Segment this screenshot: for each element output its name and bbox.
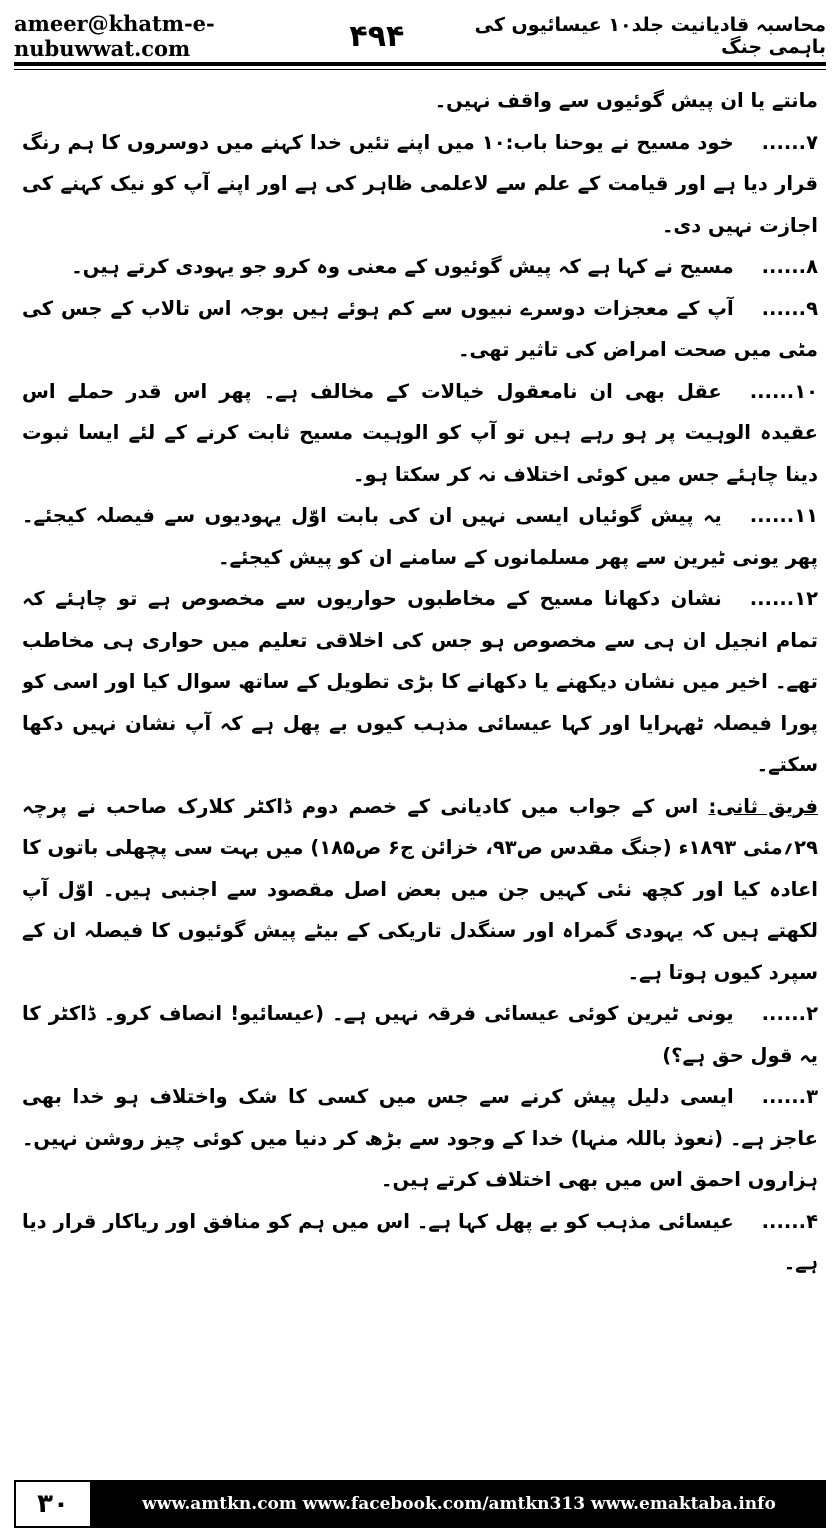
paragraph: فریق ثانی: اس کے جواب میں کادیانی کے خصم دوم ڈاکٹر کلارک صاحب نے پرچہ ۲۹؍مئی ۱۸۹۳ء (جنگ مقدس ص۹۳، خزائن ج۶ ص۱۸۵) میں بہت سی پچھلی باتوں کا اعادہ کیا اور کچھ نئی کہیں جن میں بعض اصل مقصود سے اجنبی ہیں۔ اوّل آپ لکھتے ہیں کہ یہودی گمراہ اور سنگدل تاریکی کے بیٹے پیش گوئیوں کا فیصلہ ان کے سپرد کیوں ہوتا ہے۔: [22, 794, 818, 984]
item-number: ۲......: [761, 1002, 818, 1025]
paragraph: ۱۱......یہ پیش گوئیاں ایسی نہیں ان کی بابت اوّل یہودیوں سے فیصلہ کیجئے۔ پھر یونی ٹیرین سے پھر مسلمانوں کے سامنے ان کو پیش کیجئے۔: [22, 495, 818, 578]
item-number: ۸......: [761, 255, 818, 278]
header-page-number: ۴۹۴: [349, 18, 405, 54]
page-body: [22, 80, 818, 1460]
paragraph: ۱۲......نشان دکھانا مسیح کے مخاطبوں حواریوں سے مخصوص ہے تو چاہئے کہ تمام انجیل ان ہی سے مخصوص ہو جس کی اخلاقی تعلیم میں حواری ہی مخاطب تھے۔ اخیر میں نشان دیکھنے یا دکھانے کا بڑی تطویل کے ساتھ سوال کیا اور اسی کو پورا فیصلہ ٹھہرایا اور کہا عیسائی مذہب کیوں بے پھل ہے کہ آپ نشان نہیں دکھا سکتے۔: [22, 578, 818, 786]
header-email: ameer@khatm-e-nubuwwat.com: [14, 11, 215, 61]
item-number: ۱۲......: [749, 587, 818, 610]
paragraph: ۹......آپ کے معجزات دوسرے نبیوں سے کم ہوئے ہیں بوجہ اس تالاب کے جس کی مٹی میں صحت امراض کی تاثیر تھی۔: [22, 288, 818, 371]
item-number: ۷......: [761, 130, 818, 154]
footer-links: www.amtkn.com www.facebook.com/amtkn313 www.emaktaba.info: [142, 1494, 776, 1514]
paragraph: مانتے یا ان پیش گوئیوں سے واقف نہیں۔: [434, 89, 818, 112]
paragraph: ۳......ایسی دلیل پیش کرنے سے جس میں کسی کا شک واختلاف ہو خدا بھی عاجز ہے۔ (نعوذ باللہ منہا) خدا کے وجود سے بڑھ کر دنیا میں کوئی چیز روشن نہیں۔ ہزاروں احمق اس میں بھی اختلاف کرتے ہیں۔: [22, 1076, 818, 1201]
item-number: ۳......: [761, 1085, 818, 1108]
item-number: ۹......: [761, 296, 818, 320]
item-number: ۴......: [761, 1209, 818, 1233]
paragraph: ۱۰......عقل بھی ان نامعقول خیالات کے مخالف ہے۔ پھر اس قدر حملے اس عقیدہ الوہیت پر ہو رہے ہیں تو آپ کو الوہیت مسیح ثابت کرنے کے لئے ایسا ثبوت دینا چاہئے جس میں کوئی اختلاف نہ کر سکتا ہو۔: [22, 371, 818, 496]
paragraph: ۷......خود مسیح نے یوحنا باب:۱۰ میں اپنے تئیں خدا کہنے میں دوسروں کا ہم رنگ قرار دیا ہے اور قیامت کے علم سے لاعلمی ظاہر کی ہے اور اپنے آپ کو نیک کہنے کی اجازت نہیں دی۔: [22, 122, 818, 247]
footer-page-number: ۳۰: [14, 1480, 92, 1528]
header-rule-thick: [14, 62, 826, 66]
header-title: محاسبہ قادیانیت جلد۱۰ عیسائیوں کی باہمی جنگ: [474, 14, 826, 58]
header-title-group: [349, 14, 826, 58]
paragraph: ۴......عیسائی مذہب کو بے پھل کہا ہے۔ اس میں ہم کو منافق اور ریاکار قرار دیا ہے۔: [22, 1201, 818, 1284]
item-number: ۱۰......: [749, 379, 818, 403]
item-number: ۱۱......: [749, 504, 818, 527]
page-footer: [14, 1480, 826, 1528]
page-header: [14, 11, 826, 61]
paragraph: ۲......یونی ٹیرین کوئی عیسائی فرقہ نہیں ہے۔ (عیسائیو! انصاف کرو۔ ڈاکٹر کا یہ قول حق ہے؟): [22, 993, 818, 1076]
section-label: فریق ثانی:: [708, 794, 818, 818]
header-rule-thin: [14, 69, 826, 70]
paragraph: ۸......مسیح نے کہا ہے کہ پیش گوئیوں کے معنی وہ کرو جو یہودی کرتے ہیں۔: [22, 246, 818, 288]
